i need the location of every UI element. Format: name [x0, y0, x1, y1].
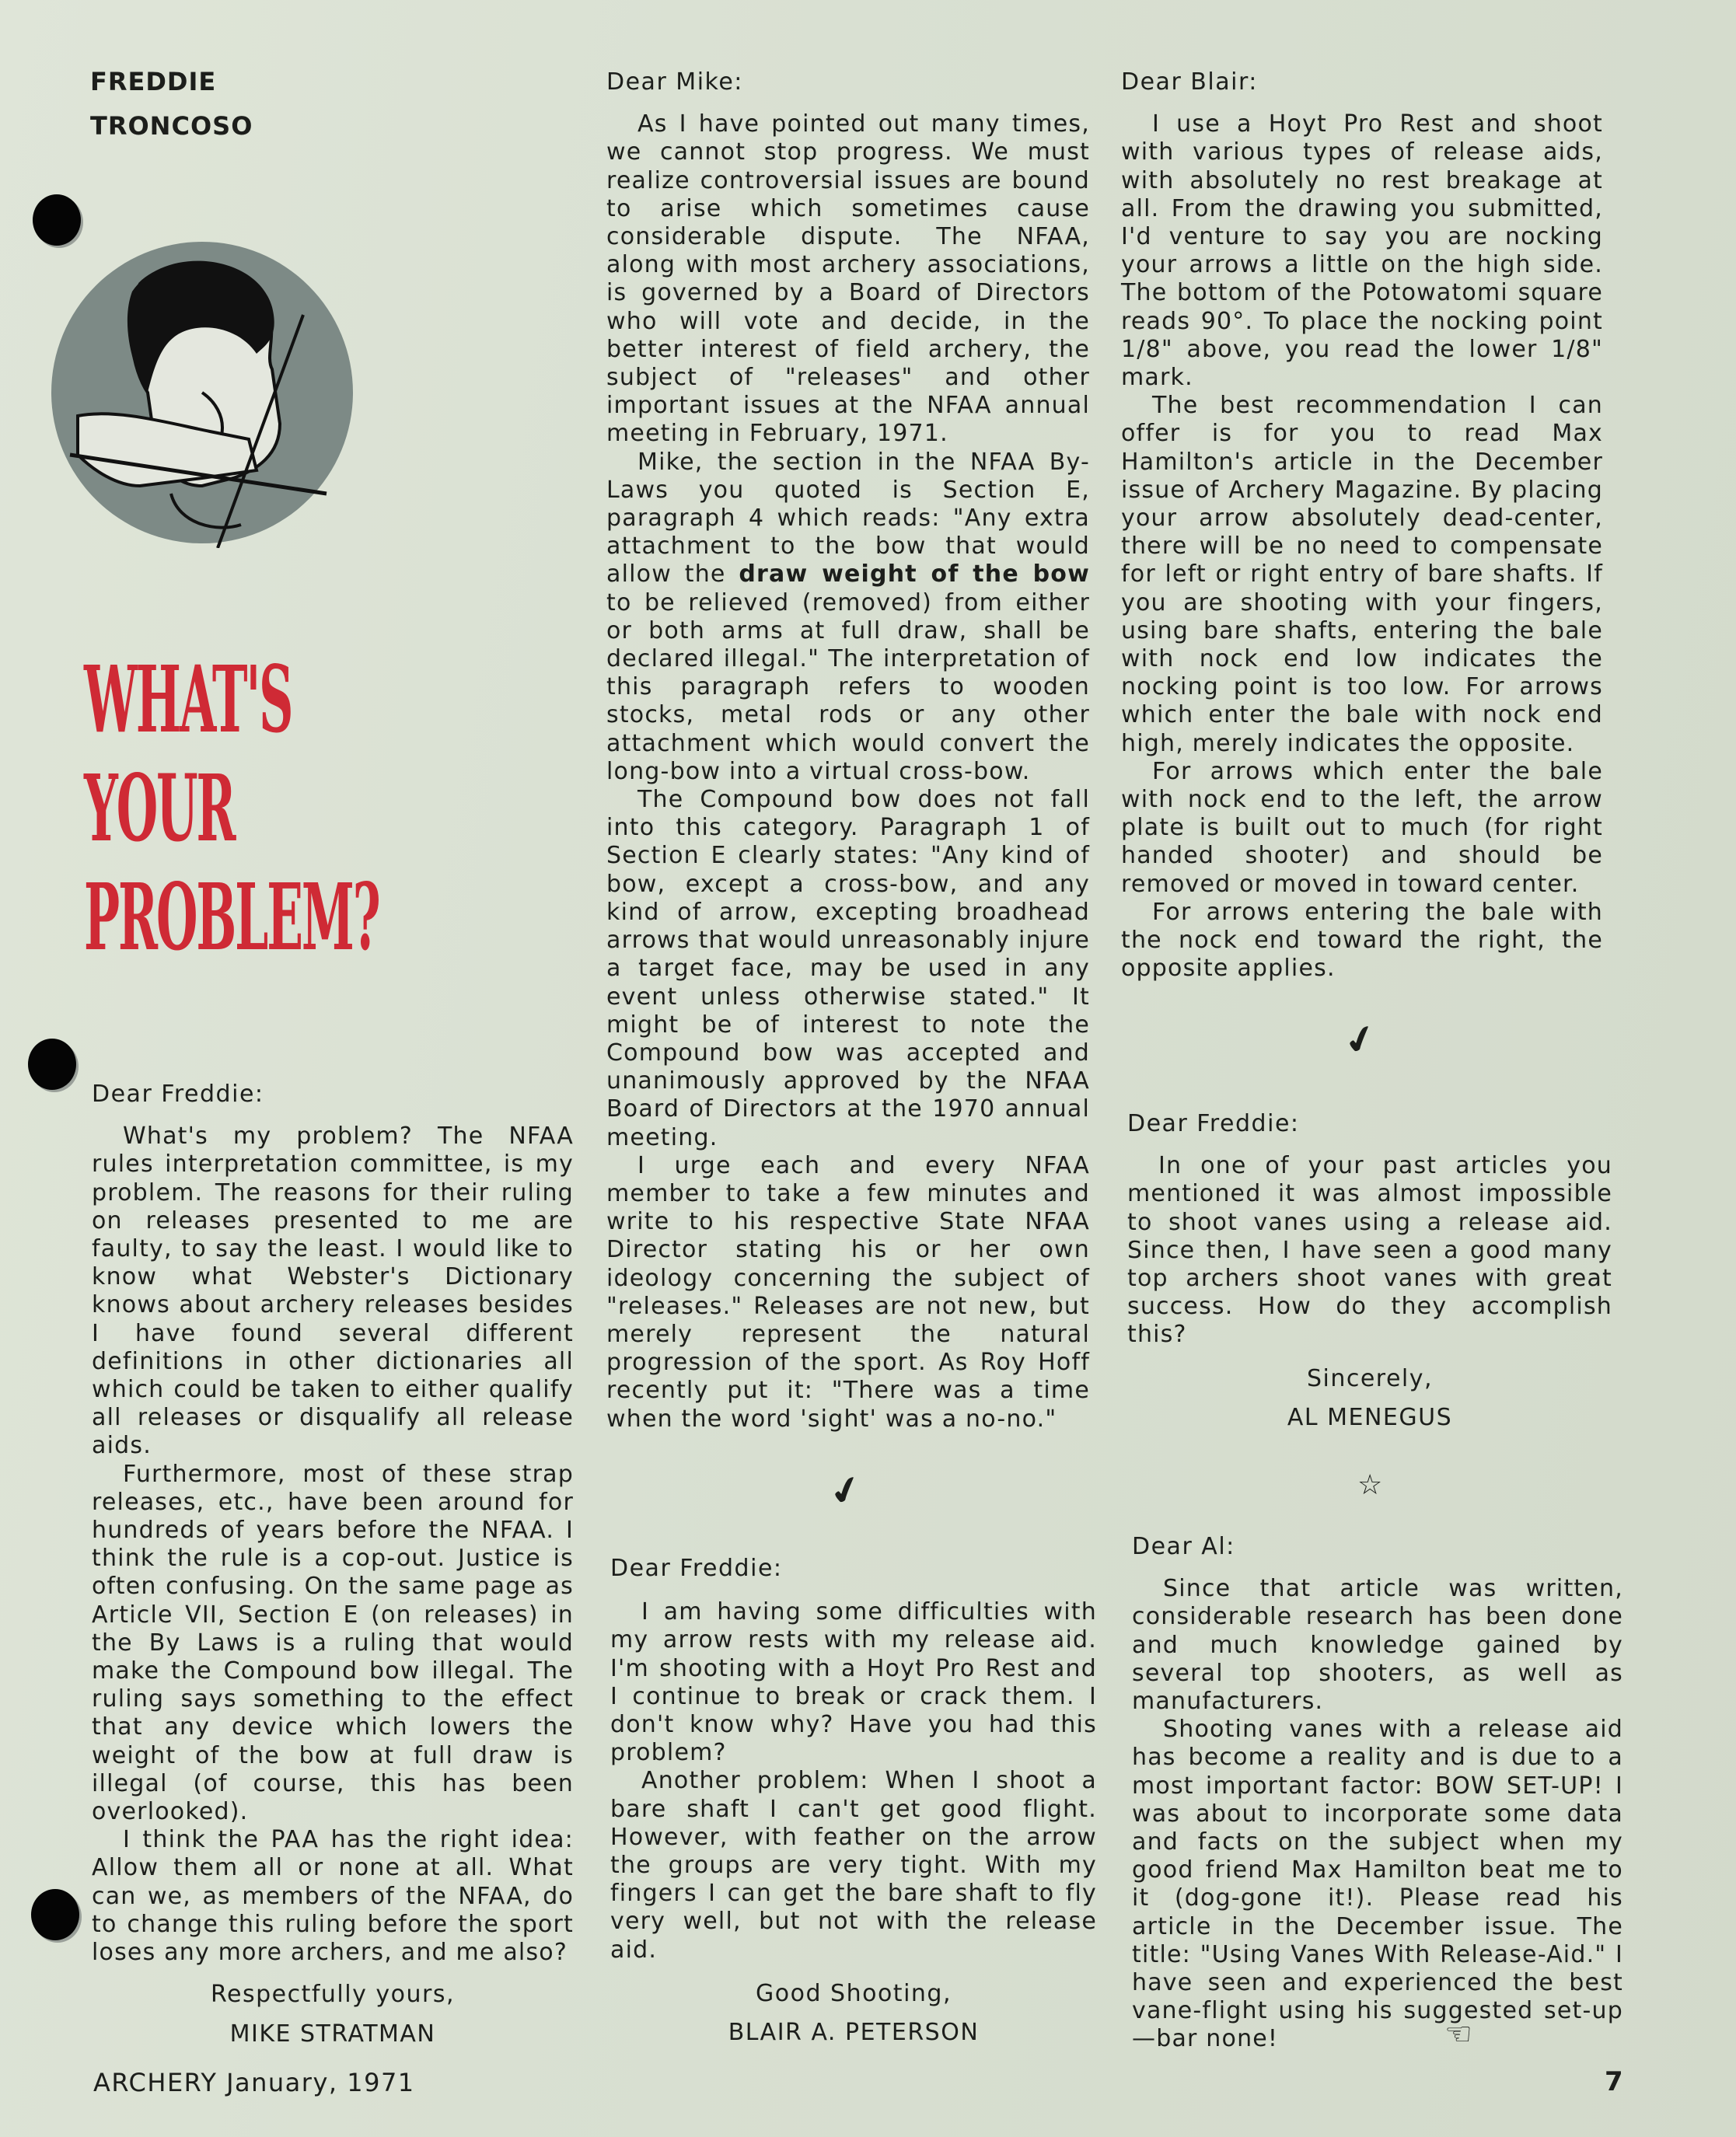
paragraph-text: Mike, the section in the NFAA By-Laws you quoted is Section E, paragraph 4 which reads: "Any extra attachment to the bow that would allow the	[606, 448, 1090, 588]
magazine-name: ARCHERY	[93, 2068, 218, 2097]
letter-signature: MIKE STRATMAN	[229, 2020, 436, 2048]
letter-paragraph: Furthermore, most of these strap releases, etc., have been around for hundreds of years before the NFAA. I think the rule is a cop-out. Justice is often confusing. On the same page as Article VII, Section E (on releases) in the By Laws is a ruling that would make the Compound bow illegal. The ruling says something to the effect that any device which lowers the weight of the bow at full draw is illegal (of course, this has been overlooked).	[92, 1460, 574, 1826]
letter-paragraph: I urge each and every NFAA member to take a few minutes and write to his respective State NFAA Director stating his or her own ideology concerning the subject of "releases." Releases are not new, but merely represent the natural progression of the sport. As Roy Hoff recently put it: "There was a time when the word 'sight' was a no-no."	[606, 1151, 1090, 1433]
letter-stratman	[92, 1081, 574, 2048]
letter-paragraph: As I have pointed out many times, we cannot stop progress. We must realize controversial issues are bound to arise which sometimes cause considerable dispute. The NFAA, along with most archery associations, is governed by a Board of Directors who will vote and decide, in the better interest of field archery, the subject of "releases" and other important issues at the NFAA annual meeting in February, 1971.	[606, 110, 1090, 448]
binder-hole-middle	[28, 1039, 76, 1090]
letter-greeting: Dear Freddie:	[92, 1081, 264, 1108]
headline-line-3: PROBLEM?	[84, 863, 379, 971]
letter-paragraph: What's my problem? The NFAA rules interpretation committee, is my problem. The reasons for their ruling on releases presented to me are faulty, to say the least. I would like to know what Webster's Dictionary knows about archery releases besides I have found several different definitions in other dictionaries all which could be taken to either qualify all releases or disqualify all release aids.	[92, 1123, 574, 1460]
letter-paragraph: Shooting vanes with a release aid has become a reality and is due to a most important factor: BOW SET-UP! I was about to incorporate some data and facts on the subject when my good friend Max Hamilton beat me to it (dog-gone it!). Please read his article in the December issue. The title: "Using Vanes With Release-Aid." I have seen and experienced the best vane-flight using his suggested set-up—bar none!	[1132, 1716, 1623, 2053]
pointing-hand-icon: ☜	[1444, 2017, 1472, 2052]
letter-greeting: Dear Freddie:	[610, 1555, 783, 1582]
author-portrait-icon	[47, 237, 358, 548]
letter-paragraph: Another problem: When I shoot a bare shaft I can't get good flight. However, with feather on the arrow the groups are very tight. With my fingers I can get the bare shaft to fly very well, but not with the release aid.	[610, 1767, 1097, 1964]
letter-signature: AL MENEGUS	[1287, 1403, 1453, 1431]
checkmark-icon: ✔	[824, 1465, 868, 1517]
letter-paragraph	[606, 449, 1090, 786]
letter-paragraph: The best recommendation I can offer is for you to read Max Hamilton's article in the December issue of Archery Magazine. By placing your arrow absolutely dead-center, there will be no need to compensate for left or right entry of bare shafts. If you are shooting with your fingers, using bare shafts, entering the bale with nock end low indicates the nocking point is too low. For arrows which enter the bale with nock end high, merely indicates the opposite.	[1121, 392, 1603, 757]
letter-paragraph: In one of your past articles you mentioned it was almost impossible to shoot vanes using a release aid. Since then, I have seen a good many top archers shoot vanes with great success. How do they accomplish this?	[1127, 1152, 1612, 1349]
star-icon: ☆	[1357, 1469, 1383, 1501]
page-footer	[93, 2068, 415, 2097]
letter-paragraph: For arrows entering the bale with the nock end toward the right, the opposite applies.	[1121, 898, 1603, 983]
headline-line-1: WHAT'S	[84, 645, 292, 753]
issue-date: January, 1971	[226, 2068, 415, 2097]
checkmark-icon: ✔	[1339, 1014, 1382, 1066]
headline-line-2: YOUR	[84, 754, 235, 862]
letter-signature: BLAIR A. PETERSON	[728, 2019, 980, 2047]
reply-to-mike	[606, 68, 1090, 1433]
letter-menegus	[1127, 1110, 1612, 1432]
paragraph-text: to be relieved (removed) from either or both arms at full draw, shall be declared illegal." The interpretation of this paragraph refers to wooden stocks, metal rods or any other attachment which would convert the long-bow into a virtual cross-bow.	[606, 588, 1090, 785]
author-first-name: FREDDIE	[90, 67, 217, 96]
letter-peterson	[610, 1555, 1097, 2047]
letter-greeting: Dear Al:	[1132, 1533, 1235, 1560]
letter-paragraph: Since that article was written, considerable research has been done and much knowledge gained by several top shooters, as well as manufacturers.	[1132, 1575, 1623, 1716]
page-number: 7	[1605, 2066, 1623, 2097]
headline	[84, 645, 379, 972]
letter-paragraph: The Compound bow does not fall into this category. Paragraph 1 of Section E clearly states: "Any kind of bow, except a cross-bow, and any kind of arrow, excepting broadhead arrows that would unreasonably injure a target face, may be used in any event unless otherwise stated." It might be of interest to note the Compound bow was accepted and unanimously approved by the NFAA Board of Directors at the 1970 annual meeting.	[606, 786, 1090, 1151]
letter-closing: Sincerely,	[1306, 1364, 1434, 1392]
reply-to-blair	[1121, 68, 1603, 983]
letter-paragraph: I think the PAA has the right idea: Allow them all or none at all. What can we, as members of the NFAA, do to change this ruling before the sport loses any more archers, and me also?	[92, 1826, 574, 1967]
letter-paragraph: I use a Hoyt Pro Rest and shoot with various types of release aids, with absolutely no rest breakage at all. From the drawing you submitted, I'd venture to say you are nocking your arrows a little on the high side. The bottom of the Potowatomi square reads 90°. To place the nocking point 1/8" above, you read the lower 1/8" mark.	[1121, 110, 1603, 392]
letter-greeting: Dear Freddie:	[1127, 1110, 1300, 1137]
binder-hole-bottom	[31, 1889, 79, 1940]
letter-paragraph: For arrows which enter the bale with nock end to the left, the arrow plate is built out to much (for right handed shooter) and should be removed or moved in toward center.	[1121, 757, 1603, 898]
letter-closing: Respectfully yours,	[211, 1981, 455, 2009]
letter-paragraph: I am having some difficulties with my arrow rests with my release aid. I'm shooting with a Hoyt Pro Rest and I continue to break or crack them. I don't know why? Have you had this problem?	[610, 1598, 1097, 1767]
letter-greeting: Dear Blair:	[1121, 68, 1258, 96]
emphasized-text: draw weight of the bow	[739, 560, 1091, 588]
author-last-name: TRONCOSO	[90, 111, 253, 141]
letter-closing: Good Shooting,	[756, 1979, 952, 2007]
letter-greeting: Dear Mike:	[606, 68, 743, 96]
reply-to-al	[1132, 1533, 1623, 2054]
